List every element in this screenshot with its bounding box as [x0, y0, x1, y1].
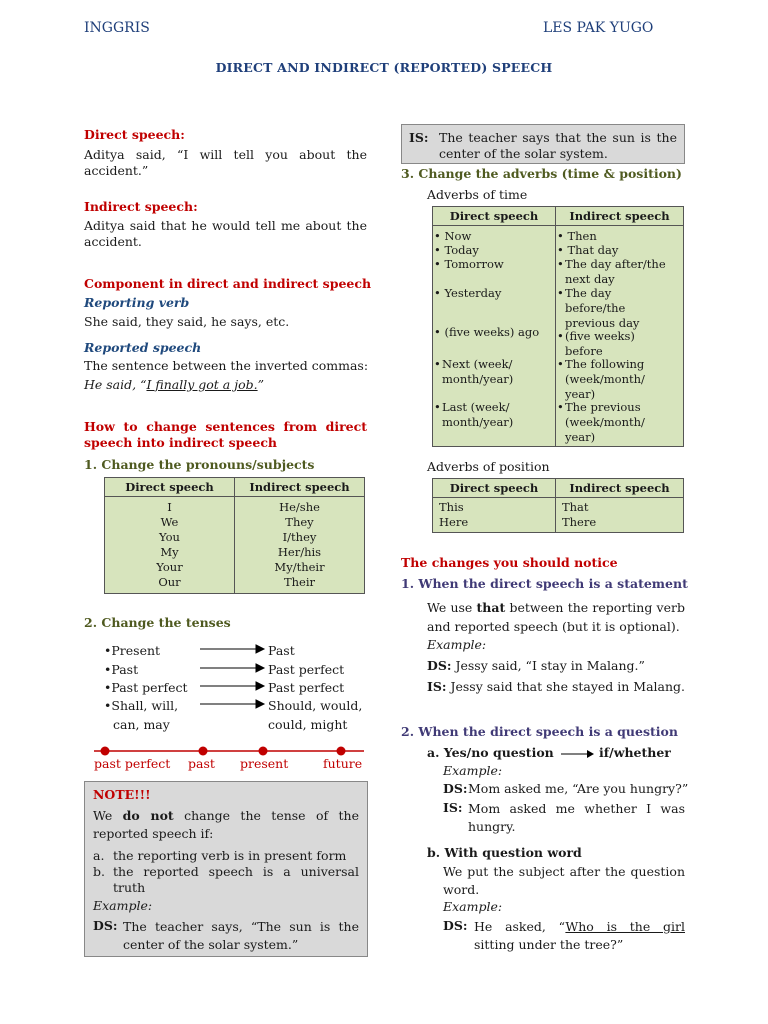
timeline-label: present [240, 756, 289, 771]
timeline-label: past perfect [94, 756, 171, 771]
note-box [84, 781, 368, 957]
pronoun-table-header-direct: Direct speech [105, 478, 235, 497]
adverbs-time-table [432, 206, 684, 447]
note-item-b: the reported speech is a universal truth [113, 864, 359, 895]
time-direct-item: • Yesterday [434, 286, 502, 300]
pronoun-indirect-item: He/she [279, 500, 320, 514]
yesno-example-label: Example: [443, 763, 503, 778]
time-table-header-indirect: Indirect speech [555, 207, 683, 226]
position-direct-item: This [439, 500, 464, 514]
changes-heading: The changes you should notice [401, 555, 618, 570]
qword-example-label: Example: [443, 899, 503, 914]
pronoun-indirect-item: My/their [274, 560, 325, 574]
component-heading: Component in direct and indirect speech [84, 276, 372, 291]
pronoun-table-header-indirect: Indirect speech [235, 478, 365, 497]
adverbs-position-table [432, 478, 684, 533]
is-text: The teacher says that the sun is the center of the solar system. [439, 130, 677, 161]
tense-from-item: •Past [104, 662, 139, 677]
indirect-speech-text: Aditya said that he would tell me about the accident. [84, 218, 367, 249]
time-indirect-item: • That day [556, 243, 619, 257]
adverbs-time-label: Adverbs of time [427, 187, 528, 202]
position-indirect-item: That [561, 500, 589, 514]
qword-ds-text: He asked, “Who is the girl sitting under the tree?” [474, 919, 685, 952]
time-indirect-item: • The following (week/month/ year) [557, 357, 675, 402]
pronoun-indirect-item: They [285, 515, 314, 529]
time-indirect-item: • The day after/the next day [557, 257, 675, 287]
note-heading: NOTE!!! [93, 787, 151, 802]
tense-from-item: •Shall, will, [104, 698, 179, 713]
statement-text: We use that between the reporting verb and reported speech (but it is optional). [427, 600, 685, 634]
is-example-box [401, 124, 685, 164]
pronoun-table [104, 477, 365, 594]
time-direct-cell [433, 226, 556, 447]
qword-text: We put the subject after the question word. [443, 864, 685, 897]
timeline-label: future [323, 756, 363, 771]
position-table-header-indirect: Indirect speech [555, 479, 683, 498]
time-indirect-item: • The previous (week/month/ year) [557, 400, 675, 445]
step-adverbs-heading: 3. Change the adverbs (time & position) [401, 166, 682, 181]
time-table-header-direct: Direct speech [433, 207, 556, 226]
time-indirect-item: • Then [556, 229, 597, 243]
tense-to-item: Past [268, 643, 295, 658]
timeline-dot [101, 747, 110, 756]
pronoun-direct-item: I [167, 500, 172, 514]
timeline-dot [259, 747, 268, 756]
statement-ds: DS: Jessy said, “I stay in Malang.” [427, 658, 645, 673]
arrow-head-icon [256, 700, 264, 708]
pronoun-indirect-cell [235, 497, 365, 594]
tense-from-item: •Present [104, 643, 161, 658]
timeline-dot [199, 747, 208, 756]
yesno-ds-label: DS: [443, 781, 468, 796]
time-direct-item: • (five weeks) ago [434, 325, 540, 339]
time-direct-item: • Today [434, 243, 479, 257]
pronoun-indirect-item: Her/his [277, 545, 322, 559]
pronoun-direct-item: Our [158, 575, 181, 589]
position-indirect-item: There [561, 515, 597, 529]
statement-is: IS: Jessy said that she stayed in Malang. [427, 679, 686, 694]
note-item-a-label: a. [93, 848, 105, 863]
question-heading: 2. When the direct speech is a question [401, 724, 678, 739]
position-table-header-direct: Direct speech [433, 479, 556, 498]
yesno-is-text: Mom asked me whether I was hungry. [468, 801, 685, 834]
qword-ds-label: DS: [443, 918, 468, 933]
position-direct-item: Here [439, 515, 469, 529]
header-right: LES PAK YUGO [543, 20, 654, 36]
pronoun-direct-item: Your [156, 560, 183, 574]
tense-from-item: •Past perfect [104, 680, 188, 695]
timeline-dot [337, 747, 346, 756]
pronoun-direct-cell [105, 497, 235, 594]
tense-to-item: Should, would, [268, 698, 363, 713]
statement-example-label: Example: [427, 637, 487, 652]
note-ds-text: The teacher says, “The sun is the center of the solar system.” [123, 919, 359, 952]
statement-heading: 1. When the direct speech is a statement [401, 576, 688, 591]
pronoun-indirect-item: Their [283, 575, 316, 589]
pronoun-direct-item: You [159, 530, 180, 544]
yesno-arrow-icon [561, 749, 595, 759]
arrow-head-icon [256, 664, 264, 672]
direct-speech-text: Aditya said, “I will tell you about the accident.” [84, 147, 367, 178]
reported-speech-heading: Reported speech [84, 340, 202, 355]
note-intro: We do not change the tense of the reported speech if: [93, 808, 359, 841]
tense-from-item-cont: can, may [113, 717, 170, 732]
time-indirect-item: • The day before/the previous day [557, 286, 657, 331]
reporting-verb-text: She said, they said, he says, etc. [84, 314, 290, 329]
time-direct-item: • Tomorrow [434, 257, 504, 271]
tense-to-item: Past perfect [268, 680, 345, 695]
page-title: DIRECT AND INDIRECT (REPORTED) SPEECH [215, 60, 553, 75]
pronoun-indirect-item: I/they [282, 530, 317, 544]
note-item-a: the reporting verb is in present form [113, 848, 347, 863]
position-direct-cell [433, 498, 556, 533]
direct-speech-heading: Direct speech: [84, 127, 185, 142]
adverbs-position-label: Adverbs of position [427, 459, 550, 474]
arrow-head-icon [256, 682, 264, 690]
step-tenses-heading: 2. Change the tenses [84, 615, 231, 630]
tense-arrows [198, 640, 266, 715]
time-indirect-cell [555, 226, 683, 447]
reported-speech-text: The sentence between the inverted commas: [84, 358, 369, 373]
tense-to-item-cont: could, might [268, 717, 348, 732]
header-left: INGGRIS [84, 20, 150, 36]
yesno-heading: a. Yes/no question [427, 745, 554, 760]
how-to-change-heading: How to change sentences from direct speech into indirect speech [84, 419, 367, 450]
time-direct-item: • Next (week/ month/year) [434, 357, 534, 387]
yesno-target: if/whether [599, 745, 671, 760]
tense-to-item: Past perfect [268, 662, 345, 677]
step-pronouns-heading: 1. Change the pronouns/subjects [84, 457, 315, 472]
timeline-label: past [188, 756, 215, 771]
note-example-label: Example: [93, 898, 153, 913]
yesno-is-label: IS: [443, 800, 463, 815]
time-direct-item: • Last (week/ month/year) [434, 400, 534, 430]
pronoun-direct-item: We [160, 515, 179, 529]
yesno-ds-text: Mom asked me, “Are you hungry?” [468, 781, 689, 796]
time-indirect-item: • (five weeks) before [557, 329, 657, 359]
note-item-b-label: b. [93, 864, 105, 879]
note-ds-label: DS: [93, 918, 118, 933]
time-direct-item: • Now [434, 229, 472, 243]
is-label: IS: [409, 130, 429, 145]
pronoun-direct-item: My [160, 545, 179, 559]
reporting-verb-heading: Reporting verb [84, 295, 190, 310]
position-indirect-cell [555, 498, 683, 533]
indirect-speech-heading: Indirect speech: [84, 199, 198, 214]
arrow-head-icon [256, 645, 264, 653]
qword-heading: b. With question word [427, 845, 582, 860]
reported-speech-example: He said, “I finally got a job.” [84, 377, 264, 392]
